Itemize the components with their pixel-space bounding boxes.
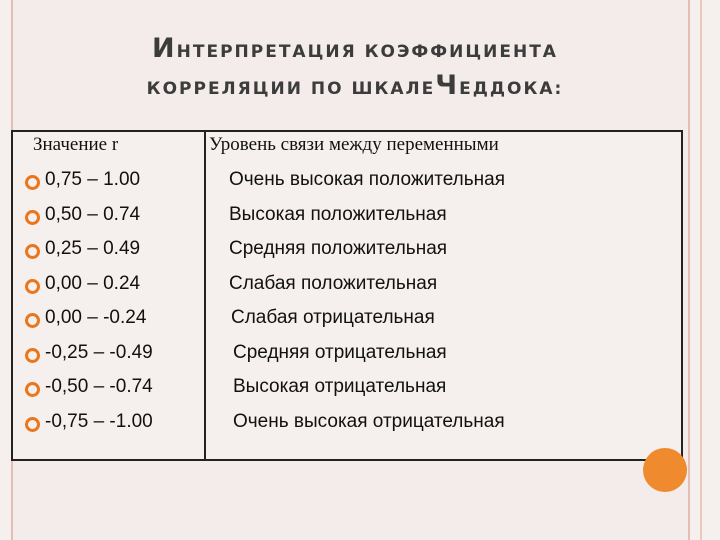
range-value: 0,75 – 1.00 (45, 169, 141, 190)
table-row (13, 339, 681, 373)
decorative-orange-circle (643, 448, 687, 492)
correlation-table (11, 130, 683, 461)
header-range: Значение r (33, 134, 119, 155)
bullet-icon (25, 244, 40, 259)
slide-title (60, 32, 650, 106)
level-value: Очень высокая отрицательная (233, 410, 505, 432)
range-value: -0,75 – -1.00 (45, 410, 153, 432)
range-value: 0,00 – 0.24 (45, 272, 141, 294)
title-line2-text-a: КОРРЕЛЯЦИИ ПО ШКАЛЕ (146, 79, 436, 99)
title-line1-text: НТЕРПРЕТАЦИЯ КОЭФФИЦИЕНТА (176, 42, 558, 62)
table-row (13, 270, 681, 304)
bullet-icon (25, 210, 40, 225)
table-row (13, 201, 681, 235)
table-row (13, 373, 681, 407)
bullet-icon (25, 382, 40, 397)
level-value: Очень высокая положительная (229, 169, 505, 190)
level-value: Высокая отрицательная (233, 376, 447, 397)
table-row (13, 235, 681, 269)
bullet-icon (25, 175, 40, 190)
range-value: -0,50 – -0.74 (45, 376, 153, 397)
range-value: 0,25 – 0.49 (45, 238, 141, 259)
table-row (13, 408, 681, 442)
header-level: Уровень связи между переменными (209, 134, 499, 155)
right-frame-border (688, 0, 720, 540)
bullet-icon (25, 417, 40, 432)
range-value: -0,25 – -0.49 (45, 341, 153, 363)
table-row (13, 304, 681, 338)
range-value: 0,00 – -0.24 (45, 307, 147, 328)
bullet-icon (25, 279, 40, 294)
bullet-icon (25, 313, 40, 328)
title-line1-cap: И (152, 33, 177, 64)
bullet-icon (25, 348, 40, 363)
level-value: Слабая отрицательная (231, 307, 435, 328)
title-line2-text-b: ЕДДОКА: (459, 79, 564, 99)
level-value: Высокая положительная (229, 203, 447, 225)
title-line2-cap: Ч (435, 70, 460, 101)
level-value: Средняя отрицательная (233, 341, 447, 363)
level-value: Средняя положительная (229, 238, 448, 259)
range-value: 0,50 – 0.74 (45, 203, 141, 225)
level-value: Слабая положительная (229, 272, 438, 294)
table-row (13, 166, 681, 200)
